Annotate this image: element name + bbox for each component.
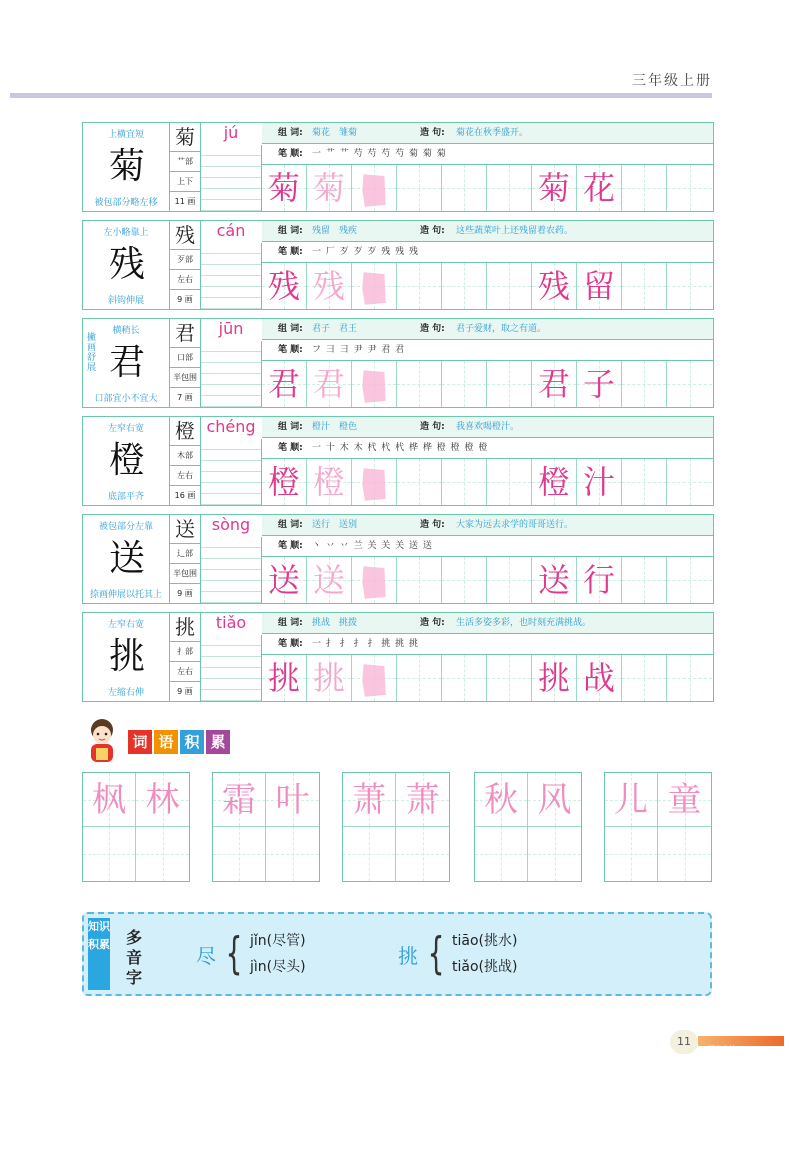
stroke-count: 16 画 — [174, 491, 196, 500]
practice-cell — [622, 655, 667, 701]
words-label: 组 词: — [278, 618, 303, 628]
sentence-label: 造 句: — [420, 618, 445, 628]
stroke-order-row — [262, 340, 713, 361]
stroke-order: フ ⺕ ⺕ 尹 尹 君 君 — [312, 345, 406, 355]
radical: 艹部 — [170, 152, 200, 172]
vocab-title — [128, 730, 230, 754]
writing-tip-bottom: 口部宜小不宜大 — [94, 394, 158, 404]
practice-cell — [352, 165, 397, 211]
practice-cell — [487, 165, 532, 211]
stroke-order: 丶 丷 丷 兰 关 关 关 送 送 — [312, 541, 433, 551]
practice-cell — [667, 459, 712, 505]
vocab-char: 叶 — [275, 780, 310, 820]
stroke-order-label: 笔 顺: — [278, 149, 303, 159]
writing-tip-bottom: 被包部分略左移 — [94, 198, 158, 208]
words: 菊花 雏菊 — [312, 128, 358, 138]
pinyin: jú — [201, 123, 261, 146]
vocab-cell-empty — [266, 827, 319, 881]
model-char: 残 — [108, 244, 145, 285]
vocab-cell-empty — [396, 827, 449, 881]
practice-cell — [442, 263, 487, 309]
practice-cell — [307, 165, 352, 211]
radical: 歹部 — [170, 250, 200, 270]
vocab-word-box — [604, 772, 712, 882]
words: 橙汁 橙色 — [312, 422, 358, 432]
writing-tip-top: 左窄右宽 — [107, 424, 144, 434]
reading: jìn(尽头) — [250, 959, 306, 975]
structure: 上下 — [170, 172, 200, 192]
writing-tip-top: 左窄右宽 — [107, 620, 144, 630]
practice-char: 子 — [582, 365, 615, 403]
practice-char — [361, 369, 387, 405]
stroke-order: 一 厂 歹 歹 歹 残 残 残 — [312, 247, 420, 257]
practice-cell — [487, 557, 532, 603]
structure: 左右 — [170, 466, 200, 486]
practice-grid — [262, 655, 713, 701]
pinyin: chéng — [201, 417, 261, 440]
pinyin-guide — [201, 341, 262, 407]
practice-cell — [487, 655, 532, 701]
book-title: 三年级上册 — [632, 73, 712, 89]
words-label: 组 词: — [278, 128, 303, 138]
practice-char: 花 — [582, 169, 615, 207]
vocab-char: 儿 — [614, 780, 648, 820]
pinyin-guide — [201, 635, 262, 701]
practice-cell — [532, 655, 577, 701]
stroke-order-row — [262, 536, 713, 557]
vocab-char: 萧 — [405, 780, 440, 820]
small-char: 橙 — [170, 417, 200, 446]
writing-tip-top: 左小略靠上 — [103, 228, 149, 238]
words-row — [262, 613, 713, 634]
char-info — [170, 515, 201, 603]
practice-cell — [442, 557, 487, 603]
writing-tip-bottom: 左缩右伸 — [107, 688, 144, 698]
char-info — [170, 221, 201, 309]
brace-icon: { — [225, 928, 243, 979]
pinyin: cán — [201, 221, 261, 244]
header-rule — [10, 93, 712, 98]
practice-cell — [397, 557, 442, 603]
practice-cell — [307, 557, 352, 603]
practice-cell — [397, 361, 442, 407]
model-char-panel — [83, 319, 170, 407]
words-row — [262, 123, 713, 144]
knowledge-tag: 知识积累 — [88, 918, 110, 990]
stroke-count: 9 画 — [177, 589, 193, 598]
sentence-label: 造 句: — [420, 422, 445, 432]
stroke-order: 一 艹 艹 芍 芍 芍 芍 菊 菊 菊 — [312, 149, 447, 159]
char-info — [170, 319, 201, 407]
character-entry — [82, 514, 714, 604]
stroke-order-label: 笔 顺: — [278, 345, 303, 355]
page-number: 11 — [670, 1030, 698, 1054]
practice-char — [361, 271, 387, 307]
words-row — [262, 319, 713, 340]
vocab-word-box — [212, 772, 320, 882]
practice-grid — [262, 165, 713, 211]
model-char: 挑 — [108, 636, 145, 677]
practice-grid — [262, 459, 713, 505]
vocab-char: 童 — [667, 780, 702, 820]
vocab-cell — [136, 773, 189, 827]
stroke-order-label: 笔 顺: — [278, 541, 303, 551]
practice-char: 君 — [537, 365, 570, 403]
pinyin: tiǎo — [201, 613, 261, 636]
model-char-panel — [83, 613, 170, 701]
vocab-char: 萧 — [352, 780, 386, 820]
practice-cell — [622, 557, 667, 603]
practice-cell — [262, 459, 307, 505]
polyphone-item — [196, 928, 306, 980]
vocab-cell — [343, 773, 396, 827]
practice-cell — [262, 263, 307, 309]
practice-cell — [667, 557, 712, 603]
practice-cell — [307, 655, 352, 701]
practice-cell — [667, 165, 712, 211]
vocab-char: 枫 — [92, 780, 126, 820]
pinyin-guide — [201, 243, 262, 309]
practice-cell — [262, 557, 307, 603]
practice-char: 战 — [582, 659, 615, 697]
character-entry — [82, 318, 714, 408]
model-char-panel — [83, 515, 170, 603]
structure: 半包围 — [170, 564, 200, 584]
structure: 左右 — [170, 270, 200, 290]
practice-char: 残 — [312, 267, 345, 305]
small-char: 挑 — [170, 613, 200, 642]
writing-tip-bottom: 斜钩伸展 — [107, 296, 144, 306]
writing-tip-bottom: 底部平齐 — [107, 492, 144, 502]
writing-tip-top: 上横宜短 — [107, 130, 144, 140]
vocab-cell — [213, 773, 266, 827]
vocab-cell — [658, 773, 711, 827]
model-char: 橙 — [108, 440, 145, 481]
footer-label: 同步字帖 — [708, 1045, 736, 1053]
vocab-cell-empty — [83, 827, 136, 881]
sentence: 大家为远去求学的哥哥送行。 — [456, 520, 574, 530]
reading: jǐn(尽管) — [250, 933, 306, 949]
practice-char: 残 — [267, 267, 300, 305]
practice-cell — [352, 361, 397, 407]
vocab-cell-empty — [343, 827, 396, 881]
words-label: 组 词: — [278, 226, 303, 236]
radical: 木部 — [170, 446, 200, 466]
knowledge-box — [82, 912, 712, 996]
vocab-title-char: 词 — [128, 730, 152, 754]
practice-cell — [352, 263, 397, 309]
practice-cell — [532, 557, 577, 603]
vocab-word-box — [82, 772, 190, 882]
practice-cell — [532, 459, 577, 505]
practice-cell — [667, 655, 712, 701]
stroke-order-label: 笔 顺: — [278, 247, 303, 257]
practice-cell — [622, 263, 667, 309]
practice-char: 橙 — [537, 463, 570, 501]
practice-char: 送 — [537, 561, 570, 599]
sentence: 我喜欢喝橙汁。 — [456, 422, 520, 432]
writing-tip-side: 撇画舒展 — [87, 333, 97, 373]
practice-char: 残 — [537, 267, 570, 305]
vocab-cell-empty — [213, 827, 266, 881]
sentence-label: 造 句: — [420, 128, 445, 138]
practice-cell — [442, 361, 487, 407]
stroke-count: 11 画 — [174, 197, 196, 206]
practice-char: 送 — [312, 561, 345, 599]
vocab-cell — [396, 773, 449, 827]
practice-cell — [352, 459, 397, 505]
small-char: 送 — [170, 515, 200, 544]
practice-cell — [262, 165, 307, 211]
sentence: 菊花在秋季盛开。 — [456, 128, 529, 138]
character-entry — [82, 220, 714, 310]
practice-cell — [397, 165, 442, 211]
char-info — [170, 417, 201, 505]
pinyin-guide — [201, 145, 262, 211]
sentence-label: 造 句: — [420, 520, 445, 530]
words-row — [262, 417, 713, 438]
practice-cell — [577, 655, 622, 701]
stroke-count: 9 画 — [177, 295, 193, 304]
practice-cell — [487, 361, 532, 407]
stroke-order: 一 扌 扌 扌 扌 挑 挑 挑 — [312, 639, 420, 649]
practice-cell — [442, 655, 487, 701]
pinyin-guide — [201, 537, 262, 603]
model-char: 君 — [108, 342, 145, 383]
small-char: 残 — [170, 221, 200, 250]
pinyin-guide — [201, 439, 262, 505]
practice-char — [361, 173, 387, 209]
practice-cell — [667, 361, 712, 407]
radical: 口部 — [170, 348, 200, 368]
model-char-panel — [83, 123, 170, 211]
vocab-cell-empty — [528, 827, 581, 881]
writing-tip-top: 被包部分左靠 — [98, 522, 153, 532]
stroke-order-row — [262, 634, 713, 655]
practice-char: 汁 — [582, 463, 615, 501]
polyphone-item — [398, 928, 517, 980]
model-char: 菊 — [108, 146, 145, 187]
practice-cell — [487, 459, 532, 505]
structure: 左右 — [170, 662, 200, 682]
practice-cell — [577, 361, 622, 407]
vocab-char: 林 — [145, 780, 180, 820]
words: 君子 君王 — [312, 324, 358, 334]
vocab-cell-empty — [605, 827, 658, 881]
practice-cell — [397, 263, 442, 309]
practice-char: 挑 — [537, 659, 570, 697]
practice-cell — [307, 263, 352, 309]
vocab-char: 霜 — [222, 780, 256, 820]
sentence: 这些蔬菜叶上还残留着农药。 — [456, 226, 574, 236]
model-char-panel — [83, 417, 170, 505]
practice-char: 送 — [267, 561, 300, 599]
practice-cell — [577, 459, 622, 505]
vocab-word-box — [474, 772, 582, 882]
character-entry — [82, 416, 714, 506]
practice-char: 行 — [582, 561, 615, 599]
practice-cell — [532, 165, 577, 211]
footer-bar — [698, 1036, 784, 1053]
sentence: 君子爱财，取之有道。 — [456, 324, 547, 334]
practice-char: 挑 — [267, 659, 300, 697]
brace-icon: { — [427, 928, 445, 979]
vocab-cell — [528, 773, 581, 827]
vocab-char: 风 — [537, 780, 572, 820]
pinyin: sòng — [201, 515, 261, 538]
practice-grid — [262, 361, 713, 407]
words-label: 组 词: — [278, 520, 303, 530]
pinyin: jūn — [201, 319, 261, 342]
practice-cell — [622, 361, 667, 407]
words: 送行 送别 — [312, 520, 358, 530]
practice-cell — [397, 459, 442, 505]
stroke-order: 一 十 木 木 杙 杙 杙 桦 桦 橙 橙 橙 橙 — [312, 443, 489, 453]
vocab-cell-empty — [475, 827, 528, 881]
small-char: 菊 — [170, 123, 200, 152]
practice-cell — [622, 165, 667, 211]
practice-cell — [532, 361, 577, 407]
girl-mascot-icon — [80, 718, 124, 766]
practice-cell — [667, 263, 712, 309]
practice-char: 挑 — [312, 659, 345, 697]
vocab-cell-empty — [658, 827, 711, 881]
vocab-cell — [475, 773, 528, 827]
stroke-order-row — [262, 242, 713, 263]
practice-char — [361, 565, 387, 601]
practice-cell — [532, 263, 577, 309]
writing-tip-top: 横稍长 — [112, 326, 140, 336]
stroke-count: 9 画 — [177, 687, 193, 696]
radical: 辶部 — [170, 544, 200, 564]
practice-cell — [307, 459, 352, 505]
sentence-label: 造 句: — [420, 324, 445, 334]
practice-cell — [577, 263, 622, 309]
knowledge-heading: 多音字 — [126, 928, 143, 987]
practice-cell — [352, 655, 397, 701]
vocab-cell — [83, 773, 136, 827]
practice-char: 留 — [582, 267, 615, 305]
model-char-panel — [83, 221, 170, 309]
words-label: 组 词: — [278, 422, 303, 432]
vocab-char: 秋 — [484, 780, 518, 820]
char-info — [170, 123, 201, 211]
practice-char: 君 — [267, 365, 300, 403]
practice-char: 菊 — [267, 169, 300, 207]
practice-cell — [397, 655, 442, 701]
practice-char: 橙 — [312, 463, 345, 501]
vocab-cell — [605, 773, 658, 827]
char-info — [170, 613, 201, 701]
practice-cell — [487, 263, 532, 309]
practice-cell — [442, 165, 487, 211]
practice-cell — [577, 165, 622, 211]
practice-char: 菊 — [537, 169, 570, 207]
sentence: 生活多姿多彩，也时刻充满挑战。 — [456, 618, 592, 628]
practice-cell — [622, 459, 667, 505]
words-row — [262, 515, 713, 536]
practice-cell — [307, 361, 352, 407]
character-entry — [82, 122, 714, 212]
stroke-order-row — [262, 144, 713, 165]
words: 挑战 挑拨 — [312, 618, 358, 628]
vocab-title-char: 累 — [206, 730, 230, 754]
character-entry — [82, 612, 714, 702]
practice-char: 菊 — [312, 169, 345, 207]
stroke-order-label: 笔 顺: — [278, 639, 303, 649]
practice-grid — [262, 557, 713, 603]
words: 残留 残疾 — [312, 226, 358, 236]
structure: 半包围 — [170, 368, 200, 388]
polyphone-char: 尽 — [196, 943, 216, 968]
practice-char — [361, 663, 387, 699]
vocab-title-char: 语 — [154, 730, 178, 754]
practice-char: 橙 — [267, 463, 300, 501]
practice-cell — [262, 655, 307, 701]
vocab-word-box — [342, 772, 450, 882]
practice-cell — [352, 557, 397, 603]
small-char: 君 — [170, 319, 200, 348]
stroke-order-row — [262, 438, 713, 459]
writing-tip-bottom: 捺画伸展以托其上 — [89, 590, 162, 600]
practice-grid — [262, 263, 713, 309]
vocab-cell — [266, 773, 319, 827]
practice-cell — [262, 361, 307, 407]
vocab-cell-empty — [136, 827, 189, 881]
model-char: 送 — [108, 538, 145, 579]
words-row — [262, 221, 713, 242]
practice-cell — [577, 557, 622, 603]
practice-char: 君 — [312, 365, 345, 403]
reading: tiāo(挑水) — [452, 933, 518, 949]
polyphone-char: 挑 — [398, 943, 418, 968]
page-header — [0, 60, 800, 100]
reading: tiǎo(挑战) — [452, 959, 518, 975]
stroke-count: 7 画 — [177, 393, 193, 402]
sentence-label: 造 句: — [420, 226, 445, 236]
vocab-title-char: 积 — [180, 730, 204, 754]
stroke-order-label: 笔 顺: — [278, 443, 303, 453]
practice-char — [361, 467, 387, 503]
radical: 扌部 — [170, 642, 200, 662]
words-label: 组 词: — [278, 324, 303, 334]
practice-cell — [442, 459, 487, 505]
